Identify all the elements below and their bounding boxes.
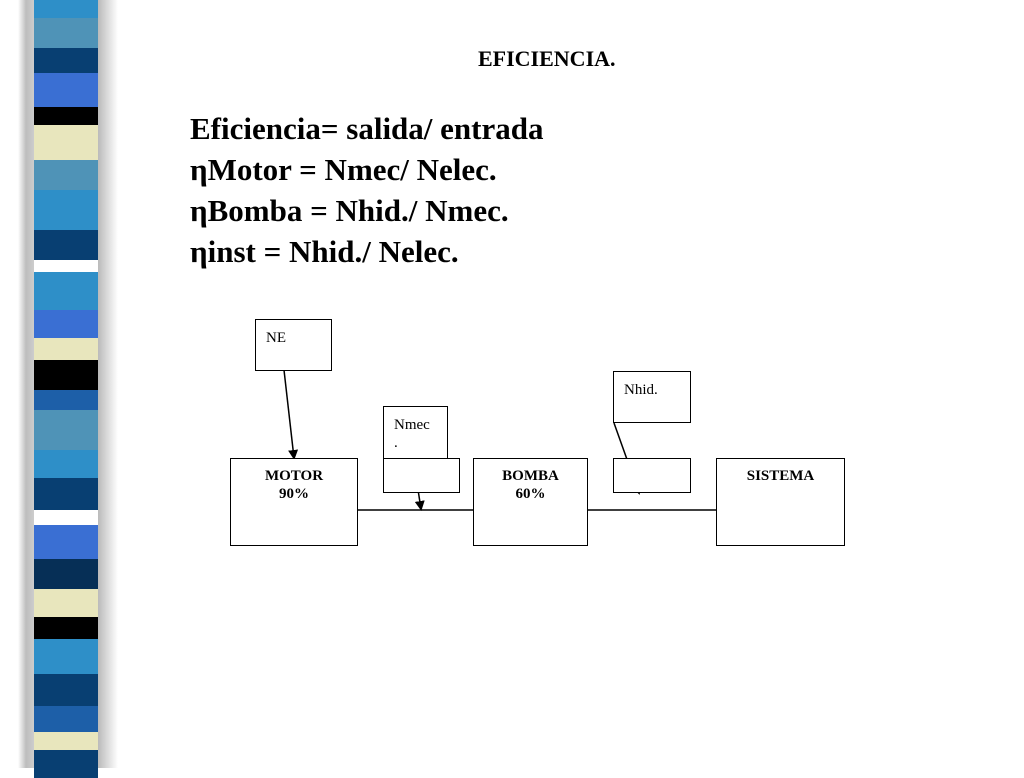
label-nhid: Nhid. [624, 382, 658, 398]
label-box-nmec [383, 406, 448, 458]
coupling-box-motor-bomba [383, 458, 460, 493]
label-nmec: Nmec [394, 417, 430, 433]
block-sistema-name: SISTEMA [746, 468, 815, 484]
coupling-box-bomba-sistema [613, 458, 691, 493]
block-bomba-value: 60% [515, 486, 546, 502]
block-sistema [716, 458, 845, 546]
slide-title: EFICIENCIA. [478, 46, 616, 71]
arrow-ne [284, 370, 294, 458]
formula-installation: ηinst = Nhid./ Nelec. [190, 234, 459, 269]
label-box-nhid [613, 371, 691, 423]
block-motor [230, 458, 358, 546]
block-motor-value: 90% [279, 486, 309, 502]
label-ne: NE [266, 330, 286, 346]
block-bomba-name: BOMBA [502, 468, 559, 484]
label-box-ne [255, 319, 332, 371]
formula-pump: ηBomba = Nhid./ Nmec. [190, 193, 509, 228]
block-motor-name: MOTOR [264, 468, 324, 484]
block-bomba [473, 458, 588, 546]
label-nmec-dot: . [394, 435, 398, 451]
formula-motor: ηMotor = Nmec/ Nelec. [190, 152, 497, 187]
formula-efficiency: Eficiencia= salida/ entrada [190, 111, 544, 146]
